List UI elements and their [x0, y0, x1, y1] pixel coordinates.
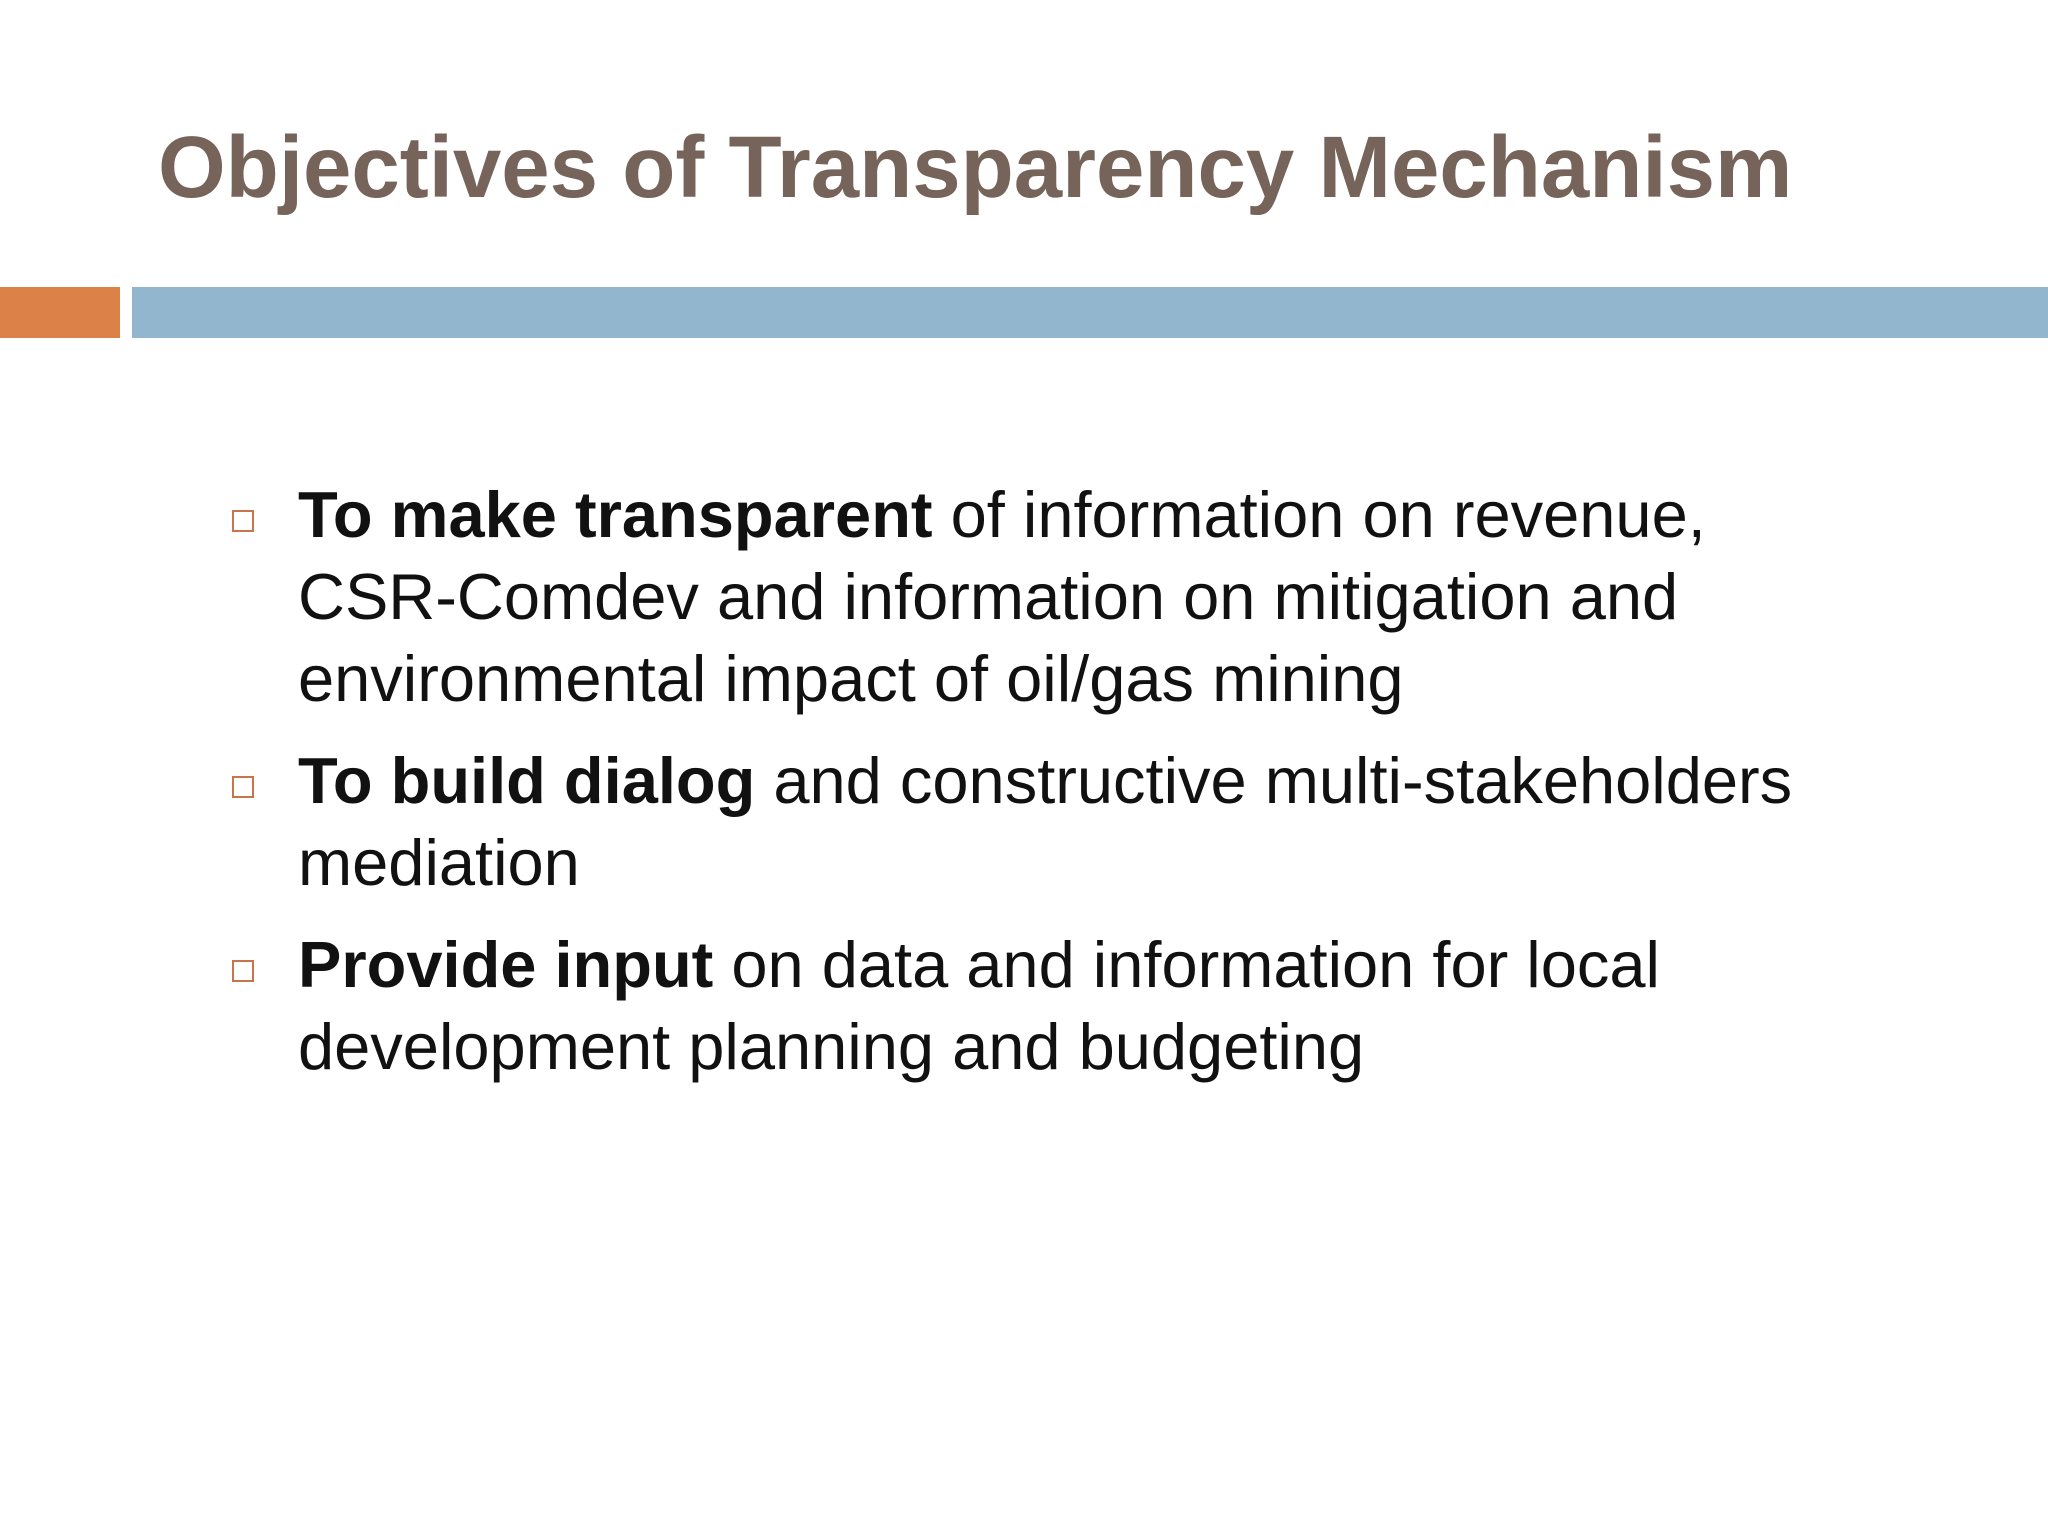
bullet-lead-text: Provide input [298, 928, 714, 1001]
hollow-square-bullet-icon [232, 776, 254, 798]
bullet-lead-text: To build dialog [298, 744, 756, 817]
accent-bar-blue [132, 287, 2048, 338]
accent-bar-orange [0, 287, 120, 338]
slide-title: Objectives of Transparency Mechanism [158, 119, 1793, 216]
bullet-body-text: on data and information for local development planning and budgeting [298, 928, 1660, 1083]
bullet-body-text: of information on revenue, CSR-Comdev and information on mitigation and environmental impact of oil/gas mining [298, 478, 1706, 715]
bullet-item [228, 474, 1808, 720]
hollow-square-bullet-icon [232, 510, 254, 532]
bullet-lead-text: To make transparent [298, 478, 933, 551]
bullet-item [228, 924, 1808, 1088]
bullet-list [228, 474, 1808, 1108]
hollow-square-bullet-icon [232, 960, 254, 982]
bullet-item [228, 740, 1808, 904]
bullet-body-text: and constructive multi-stakeholders mediation [298, 744, 1793, 899]
